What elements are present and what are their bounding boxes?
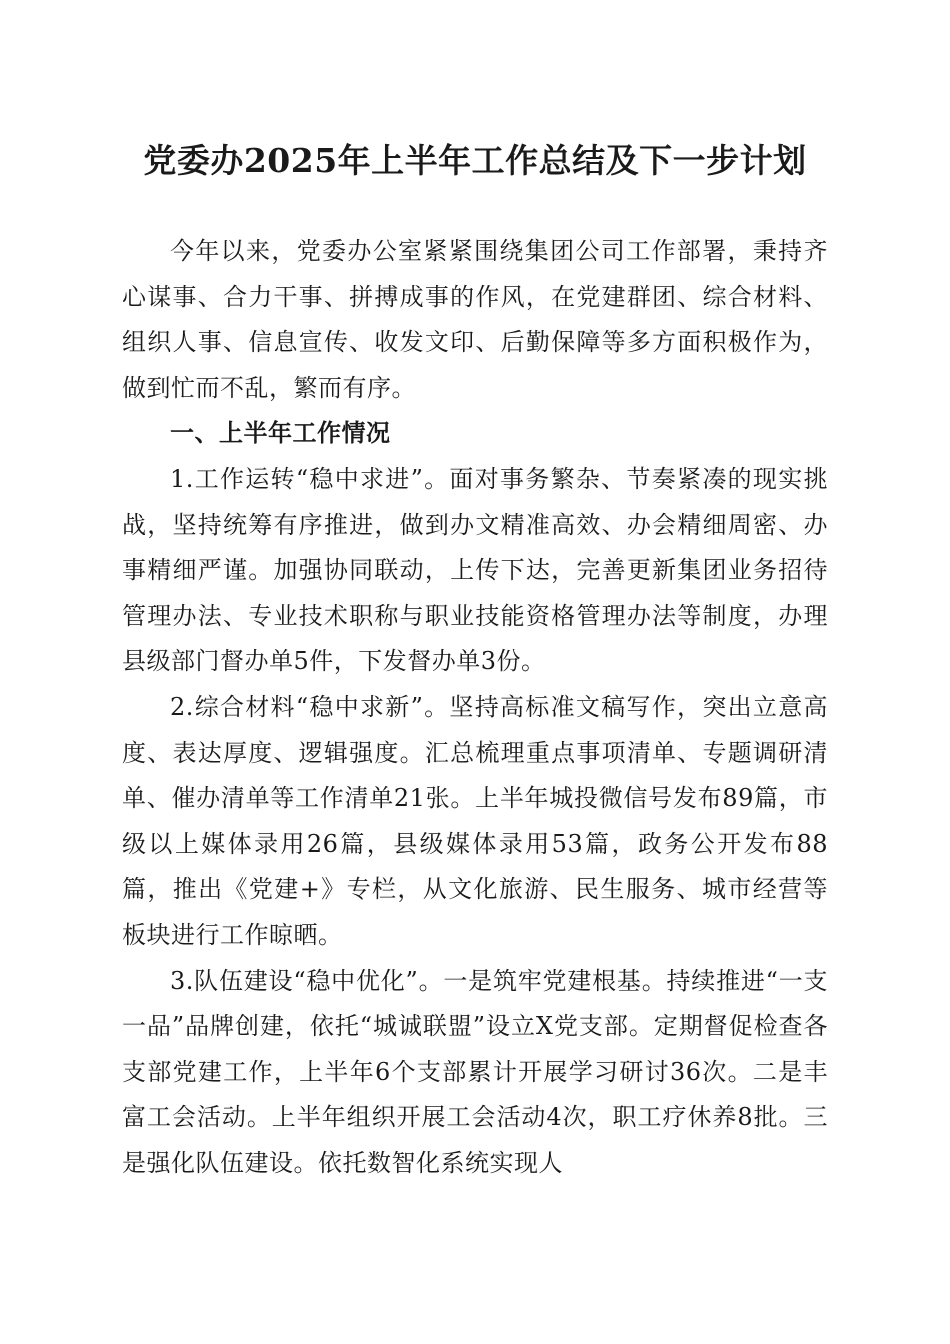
document-title: 党委办2025年上半年工作总结及下一步计划 [143,141,807,180]
intro-paragraph: 今年以来，党委办公室紧紧围绕集团公司工作部署，秉持齐心谋事、合力干事、拼搏成事的作风，在党建群团、综合材料、组织人事、信息宣传、收发文印、后勤保障等多方面积极作为，做到忙而不乱，繁而有序。 [122,237,828,402]
item-comprehensive-materials-paragraph: 2.综合材料“稳中求新”。坚持高标准文稿写作，突出立意高度、表达厚度、逻辑强度。汇总梳理重点事项清单、专题调研清单、催办清单等工作清单21张。上半年城投微信号发布89篇，市级以上媒体录用26篇，县级媒体录用53篇，政务公开发布88篇，推出《党建+》专栏，从文化旅游、民生服务、城市经营等板块进行工作晾晒。 [122,692,828,949]
document-body [122,229,828,1186]
item-work-operation-paragraph: 1.工作运转“稳中求进”。面对事务繁杂、节奏紧凑的现实挑战，坚持统筹有序推进，做到办文精准高效、办会精细周密、办事精细严谨。加强协同联动，上传下达，完善更新集团业务招待管理办法、专业技术职称与职业技能资格管理办法等制度，办理县级部门督办单5件，下发督办单3份。 [122,464,828,676]
item-team-building-paragraph: 3.队伍建设“稳中优化”。一是筑牢党建根基。持续推进“一支一品”品牌创建，依托“城诚联盟”设立X党支部。定期督促检查各支部党建工作，上半年6个支部累计开展学习研讨36次。二是丰富工会活动。上半年组织开展工会活动4次，职工疗休养8批。三是强化队伍建设。依托数智化系统实现人 [122,966,828,1177]
section-heading-first-half-work: 一、上半年工作情况 [170,419,391,448]
